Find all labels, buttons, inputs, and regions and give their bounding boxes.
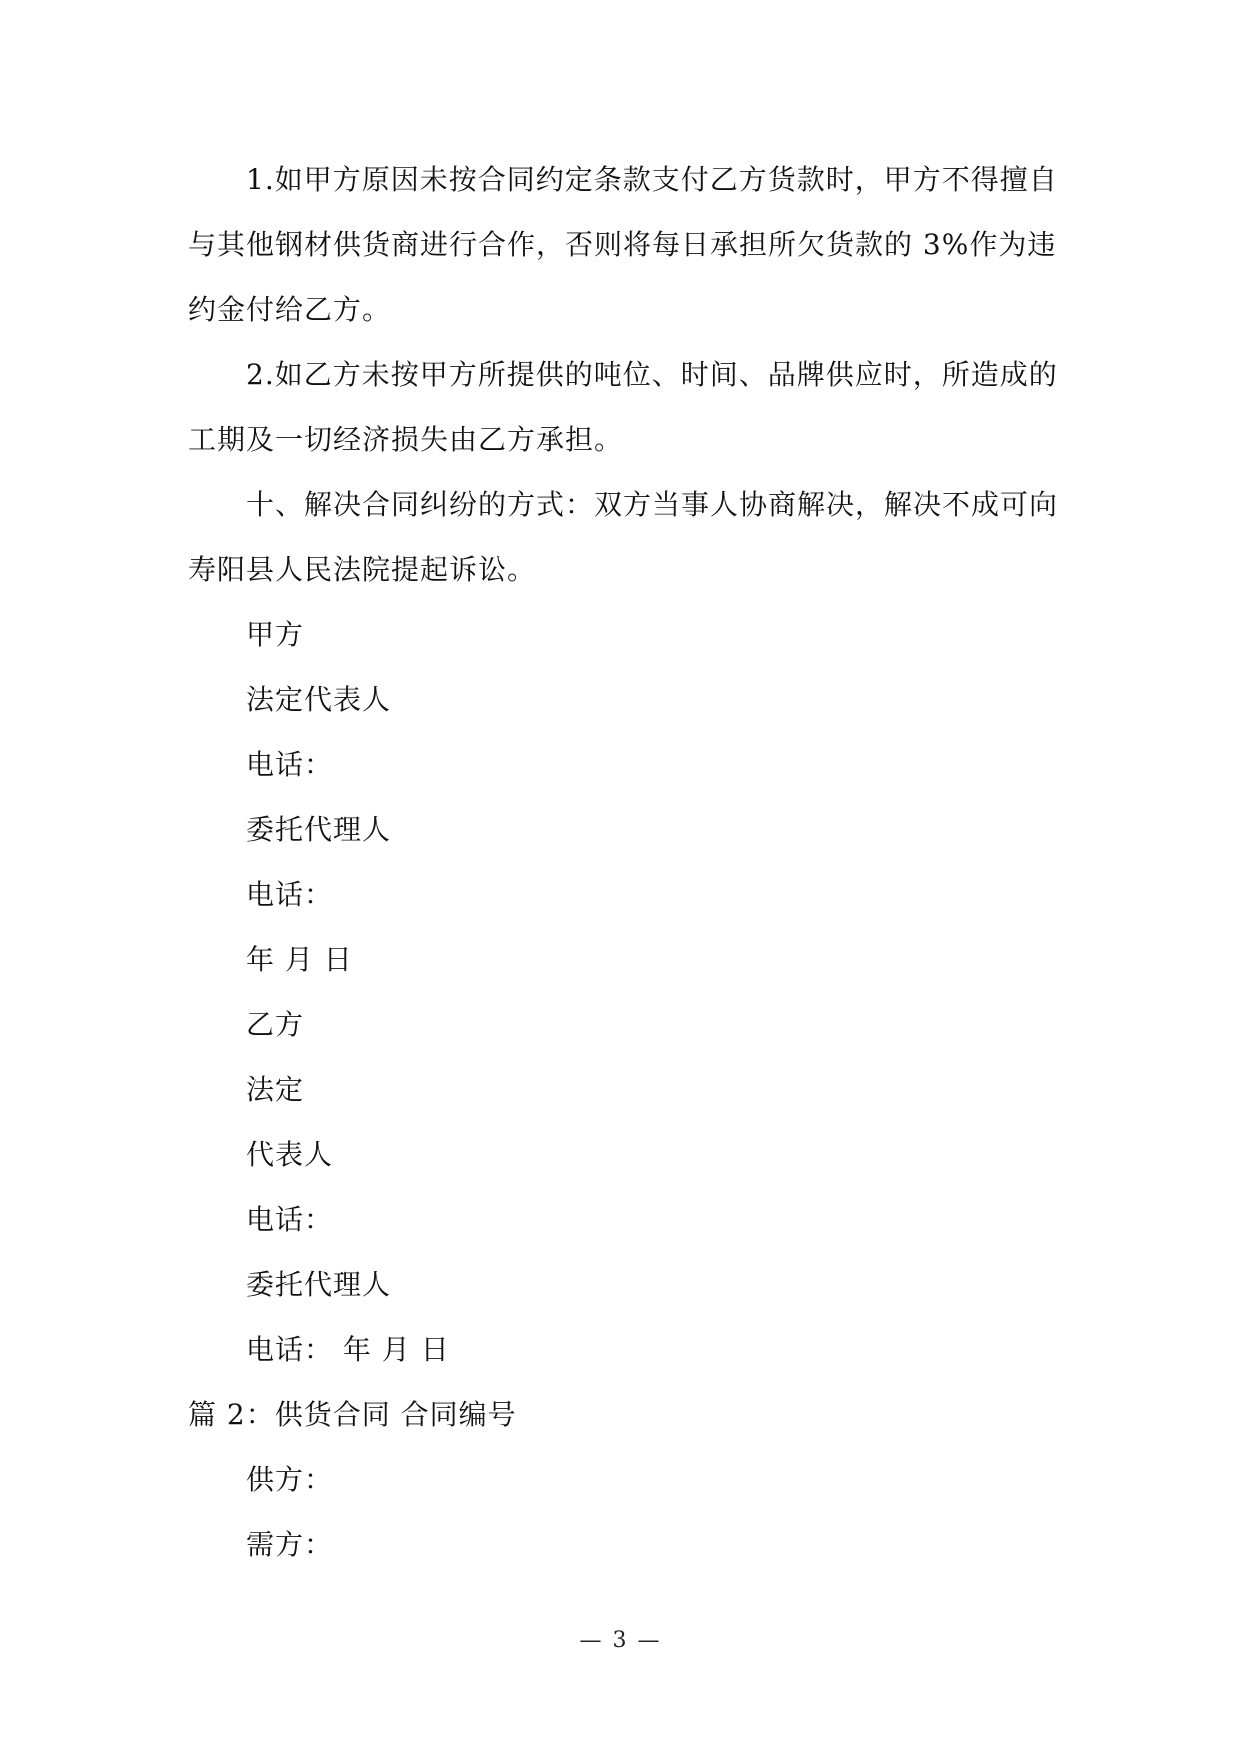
date-line: 年 月 日 — [246, 943, 353, 976]
signature-line: 委托代理人 — [246, 813, 392, 846]
body-line: 2.如乙方未按甲方所提供的吨位、时间、品牌供应时，所造成的 — [246, 358, 1058, 391]
signature-line: 法定代表人 — [246, 683, 392, 716]
body-line: 与其他钢材供货商进行合作，否则将每日承担所欠货款的 3%作为违 — [188, 228, 1057, 261]
body-line: 1.如甲方原因未按合同约定条款支付乙方货款时，甲方不得擅自 — [246, 163, 1058, 196]
signature-line: 法定 — [246, 1073, 305, 1106]
section-heading: 篇 2：供货合同 合同编号 — [188, 1398, 517, 1431]
body-line: 工期及一切经济损失由乙方承担。 — [188, 423, 624, 456]
signature-line: 电话： — [246, 1203, 334, 1236]
body-line: 寿阳县人民法院提起诉讼。 — [188, 553, 537, 586]
page-number: — 3 — — [579, 1628, 662, 1653]
signature-line: 代表人 — [246, 1138, 334, 1171]
body-line: 约金付给乙方。 — [188, 293, 392, 326]
signature-line: 委托代理人 — [246, 1268, 392, 1301]
signature-line: 电话： — [246, 748, 334, 781]
signature-line: 乙方 — [246, 1008, 305, 1041]
signature-line: 电话： — [246, 878, 334, 911]
contract-party-line: 需方： — [246, 1528, 334, 1561]
body-line: 十、解决合同纠纷的方式：双方当事人协商解决，解决不成可向 — [246, 488, 1059, 521]
date-line: 电话： 年 月 日 — [246, 1333, 450, 1366]
contract-party-line: 供方： — [246, 1463, 334, 1496]
signature-line: 甲方 — [246, 618, 305, 651]
